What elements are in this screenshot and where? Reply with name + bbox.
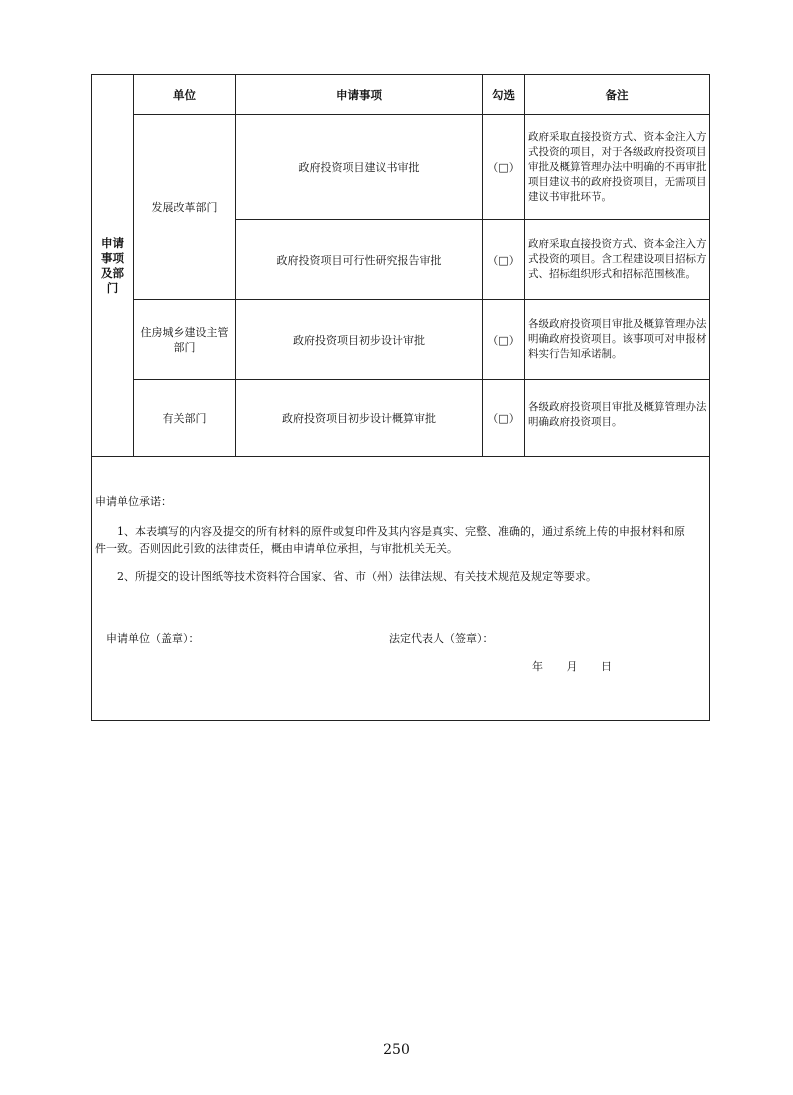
checkbox-option[interactable]: （□）: [483, 380, 525, 457]
item-cell: 政府投资项目可行性研究报告审批: [236, 220, 483, 300]
applicant-seal-label: 申请单位（盖章）：: [106, 632, 200, 645]
header-unit: 单位: [134, 75, 236, 115]
checkbox-option[interactable]: （□）: [483, 115, 525, 220]
promise-paragraph-1: 1、本表填写的内容及提交的所有材料的原件或复印件及其内容是真实、完整、准确的，通过系统上传的申报材料和原件一致。否则因此引致的法律责任，概由申请单位承担，与审批机关无关。: [95, 525, 685, 555]
header-item: 申请事项: [236, 75, 483, 115]
header-check: 勾选: [483, 75, 525, 115]
checkbox-option[interactable]: （□）: [483, 220, 525, 300]
note-cell: 各级政府投资项目审批及概算管理办法明确政府投资项目。该事项可对申报材料实行告知承诺制。: [525, 300, 710, 380]
promise-row: [92, 457, 710, 721]
note-cell: 政府采取直接投资方式、资本金注入方式投资的项目，对于各级政府投资项目审批及概算管理办法中明确的不再审批项目建议书的政府投资项目，无需项目建议书审批环节。: [525, 115, 710, 220]
table-header-row: [92, 75, 710, 115]
application-form-table: [91, 74, 710, 721]
category-label: 申请事项及部门: [101, 235, 124, 295]
table-row: [92, 380, 710, 457]
header-note: 备注: [525, 75, 710, 115]
note-cell: 各级政府投资项目审批及概算管理办法明确政府投资项目。: [525, 380, 710, 457]
note-cell: 政府采取直接投资方式、资本金注入方式投资的项目。含工程建设项目招标方式、招标组织形式和招标范围核准。: [525, 220, 710, 300]
table-row: [92, 115, 710, 220]
checkbox-option[interactable]: （□）: [483, 300, 525, 380]
legal-representative-label: 法定代表人（签章）：: [389, 632, 494, 645]
table-row: [92, 300, 710, 380]
promise-title: 申请单位承诺：: [95, 495, 172, 508]
unit-cell: 有关部门: [134, 380, 236, 457]
date-line: 年 月 日: [532, 660, 612, 673]
category-cell: [92, 75, 134, 457]
item-cell: 政府投资项目建议书审批: [236, 115, 483, 220]
promise-paragraph-2: 2、所提交的设计图纸等技术资料符合国家、省、市（州）法律法规、有关技术规范及规定等要求。: [117, 570, 597, 583]
item-cell: 政府投资项目初步设计审批: [236, 300, 483, 380]
unit-cell: 发展改革部门: [134, 115, 236, 300]
unit-cell: 住房城乡建设主管部门: [134, 300, 236, 380]
item-cell: 政府投资项目初步设计概算审批: [236, 380, 483, 457]
page-number: 250: [383, 1042, 410, 1058]
promise-cell: [92, 457, 710, 721]
